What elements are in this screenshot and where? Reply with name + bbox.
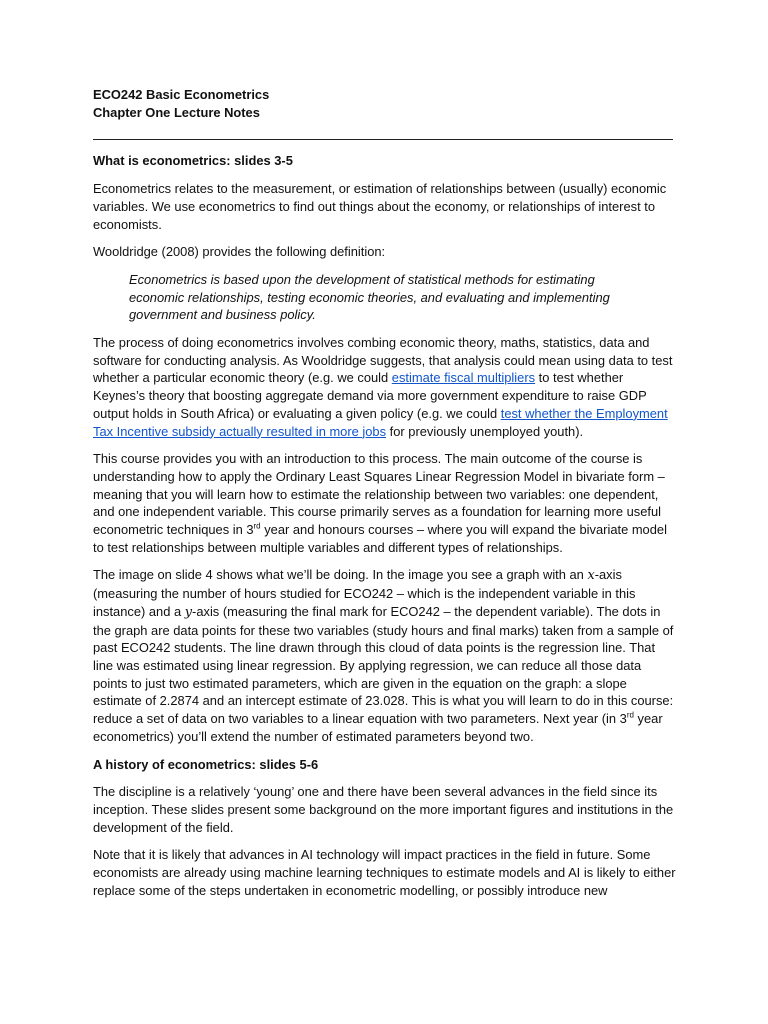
paragraph-5-text-d: year econometrics) you’ll extend the number of estimated parameters beyond two.	[93, 711, 663, 744]
course-title: ECO242 Basic Econometrics	[93, 87, 270, 102]
paragraph-5-text-a: The image on slide 4 shows what we’ll be doing. In the image you see a graph with an	[93, 567, 588, 583]
horizontal-rule	[93, 139, 673, 140]
paragraph-3-text-b: to test whether Keynes’s theory that boosting aggregate demand via more government expenditure to raise GDP output holds in South Africa) or evaluating a given policy (e.g. we could	[93, 370, 647, 421]
paragraph-6: The discipline is a relatively ‘young’ one and there have been several advances in the field since its inception. These slides present some background on the more important figures and institutions in the development of the field.	[93, 784, 674, 835]
paragraph-1: Econometrics relates to the measurement, or estimation of relationships between (usually) economic variables. We use econometrics to find out things about the economy, or relationships of interest to economists.	[93, 181, 667, 232]
paragraph-4-text-a: This course provides you with an introduction to this process. The main outcome of the course is understanding how to apply the Ordinary Least Squares Linear Regression Model in bivariate form – meaning that you will learn how to estimate the relationship between two variables: one dependent, and one independent variable. This course primarily serves as a foundation for learning more useful econometric techniques in 3	[93, 451, 665, 538]
superscript-rd: rd	[253, 521, 261, 531]
superscript-rd: rd	[626, 710, 634, 720]
paragraph-4-text-b: year and honours courses – where you will expand the bivariate model to test relationships between multiple variables and different types of relationships.	[93, 522, 667, 555]
paragraph-2: Wooldridge (2008) provides the following definition:	[93, 244, 386, 260]
link-employment-tax-incentive[interactable]: test whether the Employment Tax Incentive subsidy actually resulted in more jobs	[93, 405, 668, 439]
section-heading-what-is-econometrics: What is econometrics: slides 3-5	[93, 153, 293, 169]
paragraph-3-text-c: for previously unemployed youth).	[386, 423, 584, 439]
variable-y: y	[184, 604, 193, 620]
paragraph-7: Note that it is likely that advances in AI technology will impact practices in the field in future. Some economists are already using machine learning techniques to estimate models and AI is likely to either replace some of the steps undertaken in econometric modelling, or possibly introduce new	[93, 847, 676, 898]
variable-x: x	[587, 568, 595, 584]
paragraph-3-text-a: The process of doing econometrics involves combing economic theory, maths, statistics, data and software for conducting analysis. As Wooldridge suggests, that analysis could mean using data to test whether a particular economic theory (e.g. we could	[93, 335, 673, 386]
paragraph-5-text-c: -axis (measuring the final mark for ECO242 – the dependent variable). The dots in the graph are data points for these two variables (study hours and final marks) taken from a sample of past ECO242 students. The line drawn through this cloud of data points is the regression line. That line was estimated using linear regression. By applying regression, we can reduce all those data points to just two estimated parameters, which are given in the equation on the graph: a slope estimate of 2.2874 and an intercept estimate of 23.028. This is what you will learn to do in this course: reduce a set of data on two variables to a linear equation with two parameters. Next year (in 3	[93, 603, 674, 727]
definition-quote: Econometrics is based upon the development of statistical methods for estimating economic relationships, testing economic theories, and evaluating and implementing government and business policy.	[129, 271, 610, 323]
link-estimate-fiscal-multipliers[interactable]: estimate fiscal multipliers	[391, 370, 536, 386]
paragraph-3	[93, 334, 676, 440]
paragraph-5-text-b: -axis (measuring the number of hours studied for ECO242 – which is the independent variable in this instance) and a	[93, 567, 636, 619]
chapter-title: Chapter One Lecture Notes	[93, 104, 260, 120]
section-heading-history: A history of econometrics: slides 5-6	[93, 756, 319, 772]
paragraph-5	[93, 566, 676, 745]
paragraph-4	[93, 450, 676, 556]
